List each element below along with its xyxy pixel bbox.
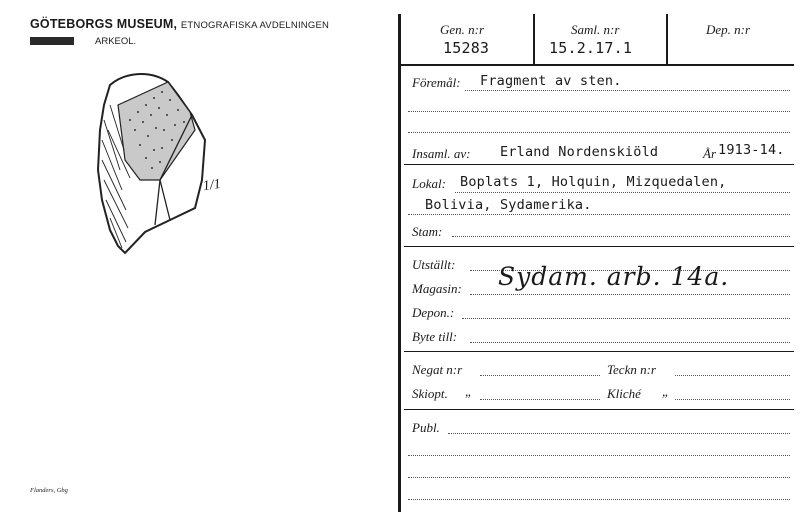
stam-label: Stam:	[412, 224, 443, 239]
header-separator-2	[666, 14, 668, 64]
saml-nr-value: 15.2.17.1	[549, 39, 633, 57]
foremal-value: Fragment av sten.	[480, 73, 622, 89]
header-rule	[400, 64, 794, 66]
card-divider	[398, 14, 401, 512]
saml-nr-label: Saml. n:r	[571, 22, 620, 37]
insaml-value: Erland Nordenskiöld	[500, 144, 659, 160]
scale-note: 1/1	[201, 176, 222, 195]
publ-line-3	[408, 477, 790, 478]
kliche-label: Kliché	[607, 386, 641, 401]
utstallt-label: Utställt:	[412, 257, 456, 272]
stamp-mark	[30, 37, 74, 45]
magasin-label: Magasin:	[412, 281, 462, 296]
foremal-label: Föremål:	[412, 75, 461, 90]
gen-nr-value: 15283	[443, 39, 490, 57]
stone-fragment-drawing	[80, 60, 220, 260]
museum-name: GÖTEBORGS MUSEUM,	[30, 17, 178, 31]
publ-line-4	[408, 499, 790, 500]
negat-nr-line	[480, 375, 600, 376]
teckn-nr-line	[675, 375, 790, 376]
printer-mark: Flanders, Gbg	[30, 487, 68, 494]
lokal-label: Lokal:	[412, 176, 446, 191]
kliche-ditto: „	[662, 384, 670, 399]
skiopt-label: Skiopt.	[412, 386, 448, 401]
skiopt-line	[480, 399, 600, 400]
kliche-line	[675, 399, 790, 400]
publ-line-1	[448, 433, 790, 434]
depon-label: Depon.:	[412, 305, 455, 320]
foremal-extra-line-1	[408, 111, 790, 112]
ar-label: År	[703, 146, 716, 161]
depon-line	[462, 318, 790, 319]
museum-heading	[30, 17, 329, 31]
byte-till-label: Byte till:	[412, 329, 458, 344]
department-name: ETNOGRAFISKA AVDELNINGEN	[180, 20, 330, 31]
foremal-extra-line-2	[408, 132, 790, 133]
lokal-line-2	[408, 214, 790, 215]
section-name: ARKEOL.	[95, 36, 137, 47]
lokal-value-line-1: Boplats 1, Holquin, Mizquedalen,	[460, 174, 727, 190]
skiopt-ditto: „	[465, 384, 473, 399]
teckn-nr-label: Teckn n:r	[607, 362, 656, 377]
insaml-label: Insaml. av:	[412, 146, 471, 161]
magasin-value: Sydam. arb. 14a.	[498, 262, 730, 291]
header-separator-1	[533, 14, 535, 64]
kliche-rule	[404, 409, 794, 410]
byte-rule	[404, 351, 794, 352]
lokal-value-line-2: Bolivia, Sydamerika.	[425, 197, 592, 213]
dep-nr-label: Dep. n:r	[706, 22, 751, 37]
negat-nr-label: Negat n:r	[412, 362, 463, 377]
stam-line	[452, 236, 790, 237]
insaml-rule	[404, 164, 794, 165]
stam-rule	[404, 246, 794, 247]
foremal-line	[465, 90, 790, 91]
publ-label: Publ.	[412, 420, 440, 435]
ar-value: 1913-14.	[718, 142, 785, 158]
gen-nr-label: Gen. n:r	[440, 22, 485, 37]
magasin-line	[470, 294, 790, 295]
publ-line-2	[408, 455, 790, 456]
lokal-line-1	[455, 192, 790, 193]
byte-till-line	[470, 342, 790, 343]
